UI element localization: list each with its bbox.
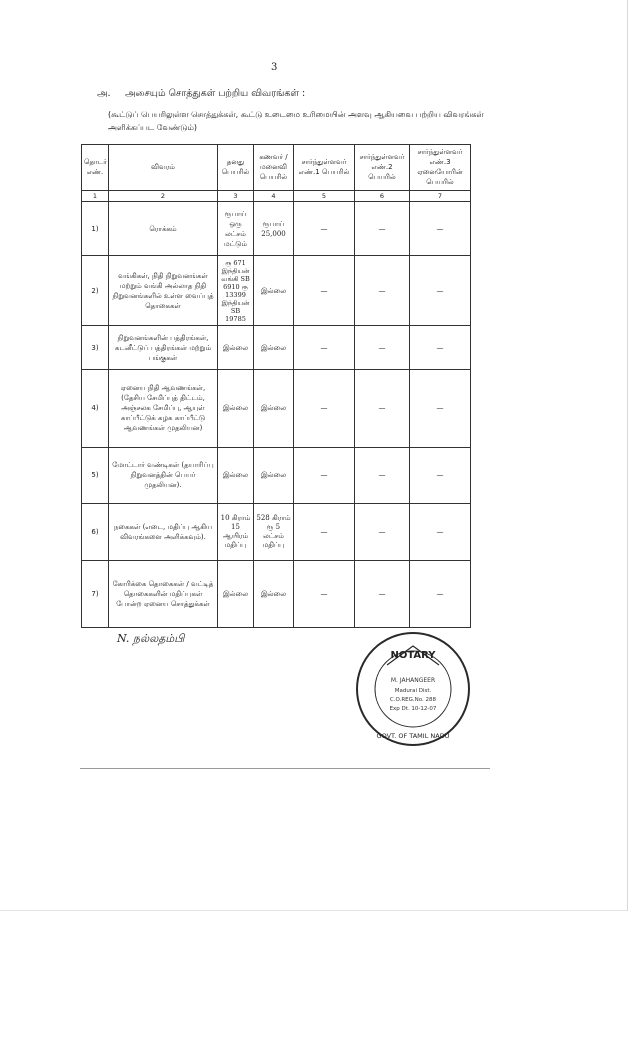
- column-number-row: [82, 190, 471, 201]
- header-dependent-3: சார்ந்துள்ளவர் எண்.3 ஏனையோரின் பெயரில்: [410, 145, 471, 191]
- row-description: கோரிக்கை தொகைகள் / வட்டித் தொகைகளின் மதிப்புகள் போன்ற ஏனைய சொத்துக்கள்: [109, 560, 218, 627]
- section-note: (கூட்டுப் பெயரிலுள்ள சொத்துக்கள், கூட்டு உடைமை உரிமையின் அளவு ஆகியவை பற்றிய விவரங்கள் அளிக்கப்பட வேண்டும்): [108, 110, 484, 132]
- dependent-2-value: —: [355, 202, 410, 256]
- spouse-value: இல்லை: [254, 256, 294, 326]
- dependent-2-value: —: [355, 326, 410, 370]
- row-serial: 5): [82, 447, 109, 503]
- dependent-1-value: —: [294, 370, 355, 447]
- page-number: 3: [271, 62, 278, 73]
- section-heading: [97, 88, 305, 100]
- dependent-1-value: —: [294, 326, 355, 370]
- seal-top-text: NOTARY: [390, 650, 436, 661]
- section-index: அ.: [97, 88, 111, 99]
- row-serial: 4): [82, 370, 109, 447]
- column-number: 3: [218, 190, 254, 201]
- self-value: ரூபாய் ஒரு லட்சம் மட்டும்: [218, 202, 254, 256]
- column-number: 2: [109, 190, 218, 201]
- column-number: 7: [410, 190, 471, 201]
- column-number: 4: [254, 190, 294, 201]
- row-serial: 2): [82, 256, 109, 326]
- dependent-2-value: —: [355, 503, 410, 560]
- row-description: நிறுவனங்களின் பத்திரங்கள், கடனீட்டுப் பத்திரங்கள் மற்றும் பங்குகள்: [109, 326, 218, 370]
- self-value: இல்லை: [218, 560, 254, 627]
- row-description: மோட்டார் வண்டிகள் (தயாரிப்பு நிறுவனத்தின் பெயர் முதலியன).: [109, 447, 218, 503]
- section-title: அசையும் சொத்துகள் பற்றிய விவரங்கள் :: [125, 88, 306, 99]
- self-value: 10 கிராம் 15 ஆயிரம் மதிப்பு: [218, 503, 254, 560]
- dependent-3-value: —: [410, 326, 471, 370]
- dependent-1-value: —: [294, 503, 355, 560]
- dependent-1-value: —: [294, 447, 355, 503]
- table-row: [82, 202, 471, 256]
- row-serial: 6): [82, 503, 109, 560]
- dependent-1-value: —: [294, 256, 355, 326]
- seal-line-2: C.O.REG.No. 288: [389, 697, 437, 703]
- row-description: நகைகள் (எடை, மதிப்பு ஆகிய விவரங்களை அளிக்கவும்).: [109, 503, 218, 560]
- spouse-value: 528 கிராம் ரூ 5 லட்சம் மதிப்பு: [254, 503, 294, 560]
- row-description: ஏனைய நிதி ஆவணங்கள், (தேசிய சேமிப்புத் திட்டம், அஞ்சலக சேமிப்பு, ஆயுள் காப்பீட்டுக் கழக காப்பீட்டு ஆவணங்கள் முதலியன): [109, 370, 218, 447]
- spouse-value: இல்லை: [254, 560, 294, 627]
- seal-line-3: Exp Dt. 10-12-07: [389, 706, 437, 712]
- column-number: 1: [82, 190, 109, 201]
- row-description: வங்கிகள், நிதி நிறுவனங்கள் மற்றும் வங்கி அல்லாத நிதி நிறுவனங்களில் உள்ள வைப்புத் தொகைகள்: [109, 256, 218, 326]
- spouse-value: ரூபாய் 25,000: [254, 202, 294, 256]
- movable-assets-table: [81, 144, 471, 628]
- spouse-value: இல்லை: [254, 370, 294, 447]
- seal-bottom-text: GOVT. OF TAMIL NADU: [376, 732, 450, 740]
- notary-seal: [354, 630, 472, 748]
- header-description: விவரம்: [109, 145, 218, 191]
- spouse-value: இல்லை: [254, 447, 294, 503]
- row-serial: 1): [82, 202, 109, 256]
- column-number: 6: [355, 190, 410, 201]
- table-row: [82, 256, 471, 326]
- row-serial: 7): [82, 560, 109, 627]
- self-value: இல்லை: [218, 326, 254, 370]
- dependent-2-value: —: [355, 447, 410, 503]
- dependent-2-value: —: [355, 256, 410, 326]
- table-row: [82, 503, 471, 560]
- table-row: [82, 326, 471, 370]
- header-self: தனது பெயரில்: [218, 145, 254, 191]
- dependent-2-value: —: [355, 560, 410, 627]
- header-dependent-1: சார்ந்துள்ளவர் எண்.1 பெயரில்: [294, 145, 355, 191]
- dependent-1-value: —: [294, 560, 355, 627]
- header-dependent-2: சார்ந்துள்ளவர் எண்.2 பெயரில்: [355, 145, 410, 191]
- spouse-value: இல்லை: [254, 326, 294, 370]
- dependent-2-value: —: [355, 370, 410, 447]
- seal-name: M. JAHANGEER: [390, 677, 436, 684]
- column-number: 5: [294, 190, 355, 201]
- dependent-3-value: —: [410, 370, 471, 447]
- self-value: இல்லை: [218, 447, 254, 503]
- self-value: ரூ 671 இந்தியன் வங்கி SB 6910 ரூ 13399 இந்தியன் SB 19785: [218, 256, 254, 326]
- table-row: [82, 447, 471, 503]
- table-header-row: [82, 145, 471, 191]
- dependent-3-value: —: [410, 503, 471, 560]
- row-description: ரொக்கம்: [109, 202, 218, 256]
- handwritten-signature: N. நல்லதம்பி: [117, 632, 185, 645]
- horizontal-rule: [80, 768, 490, 769]
- self-value: இல்லை: [218, 370, 254, 447]
- dependent-3-value: —: [410, 202, 471, 256]
- dependent-3-value: —: [410, 256, 471, 326]
- dependent-1-value: —: [294, 202, 355, 256]
- table-row: [82, 560, 471, 627]
- seal-line-1: Madurai Dist.: [394, 688, 432, 694]
- row-serial: 3): [82, 326, 109, 370]
- dependent-3-value: —: [410, 447, 471, 503]
- header-spouse: கணவர் / மனைவி பெயரில்: [254, 145, 294, 191]
- dependent-3-value: —: [410, 560, 471, 627]
- header-serial: தொடர் எண்.: [82, 145, 109, 191]
- table-row: [82, 370, 471, 447]
